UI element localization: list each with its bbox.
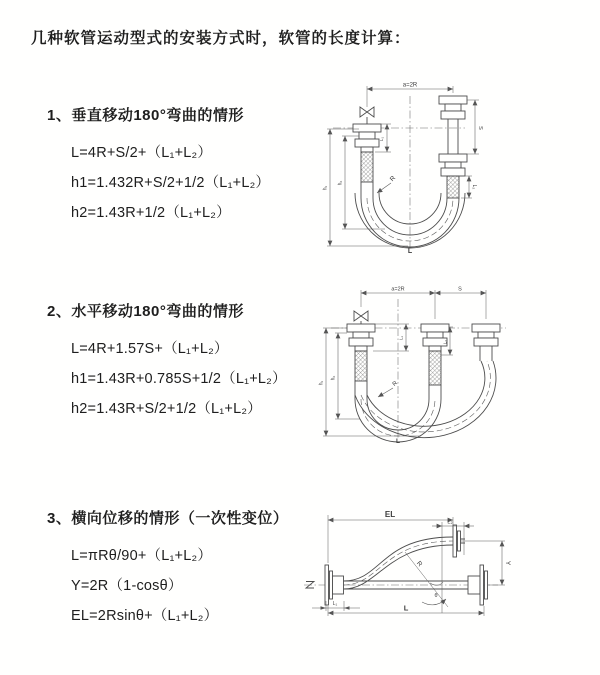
radius-line xyxy=(405,552,448,607)
dim-label-length: L xyxy=(407,248,413,255)
formula-h2: h2=1.43R+1/2（L₁+L₂） xyxy=(71,205,231,221)
left-end-fitting xyxy=(347,324,375,351)
formula-y: Y=2R（1-cosθ） xyxy=(71,578,183,594)
dim-label-fitting1: L₁ xyxy=(332,601,338,607)
formula-el: EL=2Rsinθ+（L₁+L₂） xyxy=(71,608,219,624)
dim-label-h2: h₂ xyxy=(330,375,337,381)
left-hose-walls xyxy=(355,381,367,399)
formula-length: L=πRθ/90+（L₁+L₂） xyxy=(71,548,213,564)
right-hose-walls xyxy=(480,346,492,361)
dim-label-fitting2: L₂ xyxy=(447,519,453,526)
dim-label-h1: h₁ xyxy=(322,185,329,191)
dim-label-radius: R xyxy=(388,174,398,184)
dim-label-el: EL xyxy=(384,510,396,519)
left-flange xyxy=(325,565,344,605)
left-hose-walls xyxy=(361,182,373,198)
dim-label-fitting2: L₂ xyxy=(442,339,448,345)
dim-label-fitting2: L₂ xyxy=(471,184,477,190)
dimension-width xyxy=(361,287,486,320)
dim-label-h2: h₂ xyxy=(337,180,344,186)
middle-end-fitting xyxy=(421,324,449,351)
diagram-vertical-movement xyxy=(315,76,525,256)
radius-leader xyxy=(377,183,391,193)
right-stem-walls xyxy=(448,119,458,154)
dimension-travel xyxy=(435,287,486,294)
formula-length: L=4R+1.57S+（L₁+L₂） xyxy=(71,341,229,357)
page-title: 几种软管运动型式的安装方式时，软管的长度计算： xyxy=(31,30,411,47)
diagram-horizontal-movement xyxy=(316,281,531,445)
dim-label-length: L xyxy=(396,438,400,445)
section-lateral-displacement xyxy=(47,507,337,631)
dimension-length xyxy=(328,604,484,617)
section-vertical-movement xyxy=(47,104,337,228)
middle-hose-walls xyxy=(429,385,441,399)
formula-h1: h1=1.43R+0.785S+1/2（L₁+L₂） xyxy=(71,371,287,387)
dim-label-travel: S xyxy=(458,286,462,293)
left-end-fitting xyxy=(353,124,381,152)
left-braid-section xyxy=(361,152,373,182)
right-end-fitting-lower xyxy=(439,154,467,176)
dim-label-radius: R xyxy=(391,380,399,388)
formula-h2: h2=1.43R+S/2+1/2（L₁+L₂） xyxy=(71,401,262,417)
section-2-heading: 2、水平移动180°弯曲的情形 xyxy=(47,303,244,320)
dimension-fitting1 xyxy=(312,601,360,611)
dim-label-fitting1: L₁ xyxy=(379,136,384,142)
section-horizontal-movement xyxy=(47,300,337,424)
dim-label-theta: θ xyxy=(434,593,438,599)
radius-leader xyxy=(378,388,393,397)
dim-label-h1: h₁ xyxy=(318,380,325,386)
right-flange xyxy=(468,565,488,605)
dimension-travel xyxy=(467,100,483,154)
hose-u-bend-position2 xyxy=(355,361,496,438)
dim-label-fitting1: L₁ xyxy=(398,335,404,341)
valve-icon xyxy=(360,107,374,124)
section-3-heading: 3、横向位移的情形（一次性变位） xyxy=(47,510,289,527)
dim-label-width: a=2R xyxy=(402,82,418,89)
right-end-fitting-upper xyxy=(439,96,467,119)
valve-icon xyxy=(354,311,368,324)
dim-label-travel: S xyxy=(477,126,483,130)
dim-label-radius: R xyxy=(414,559,424,569)
dim-label-y: Y xyxy=(504,560,511,566)
section-1-heading: 1、垂直移动180°弯曲的情形 xyxy=(47,107,244,124)
left-braid-section xyxy=(355,351,367,381)
formula-h1: h1=1.432R+S/2+1/2（L₁+L₂） xyxy=(71,175,271,191)
dim-label-width: a=2R xyxy=(391,286,405,293)
dimension-fitting2 xyxy=(461,176,477,198)
right-braid-section xyxy=(447,176,459,198)
right-end-fitting xyxy=(472,324,500,346)
dim-label-length: L xyxy=(403,603,409,613)
diagram-lateral-displacement xyxy=(302,495,548,653)
formula-length: L=4R+S/2+（L₁+L₂） xyxy=(71,145,213,161)
middle-braid-section xyxy=(429,351,441,385)
